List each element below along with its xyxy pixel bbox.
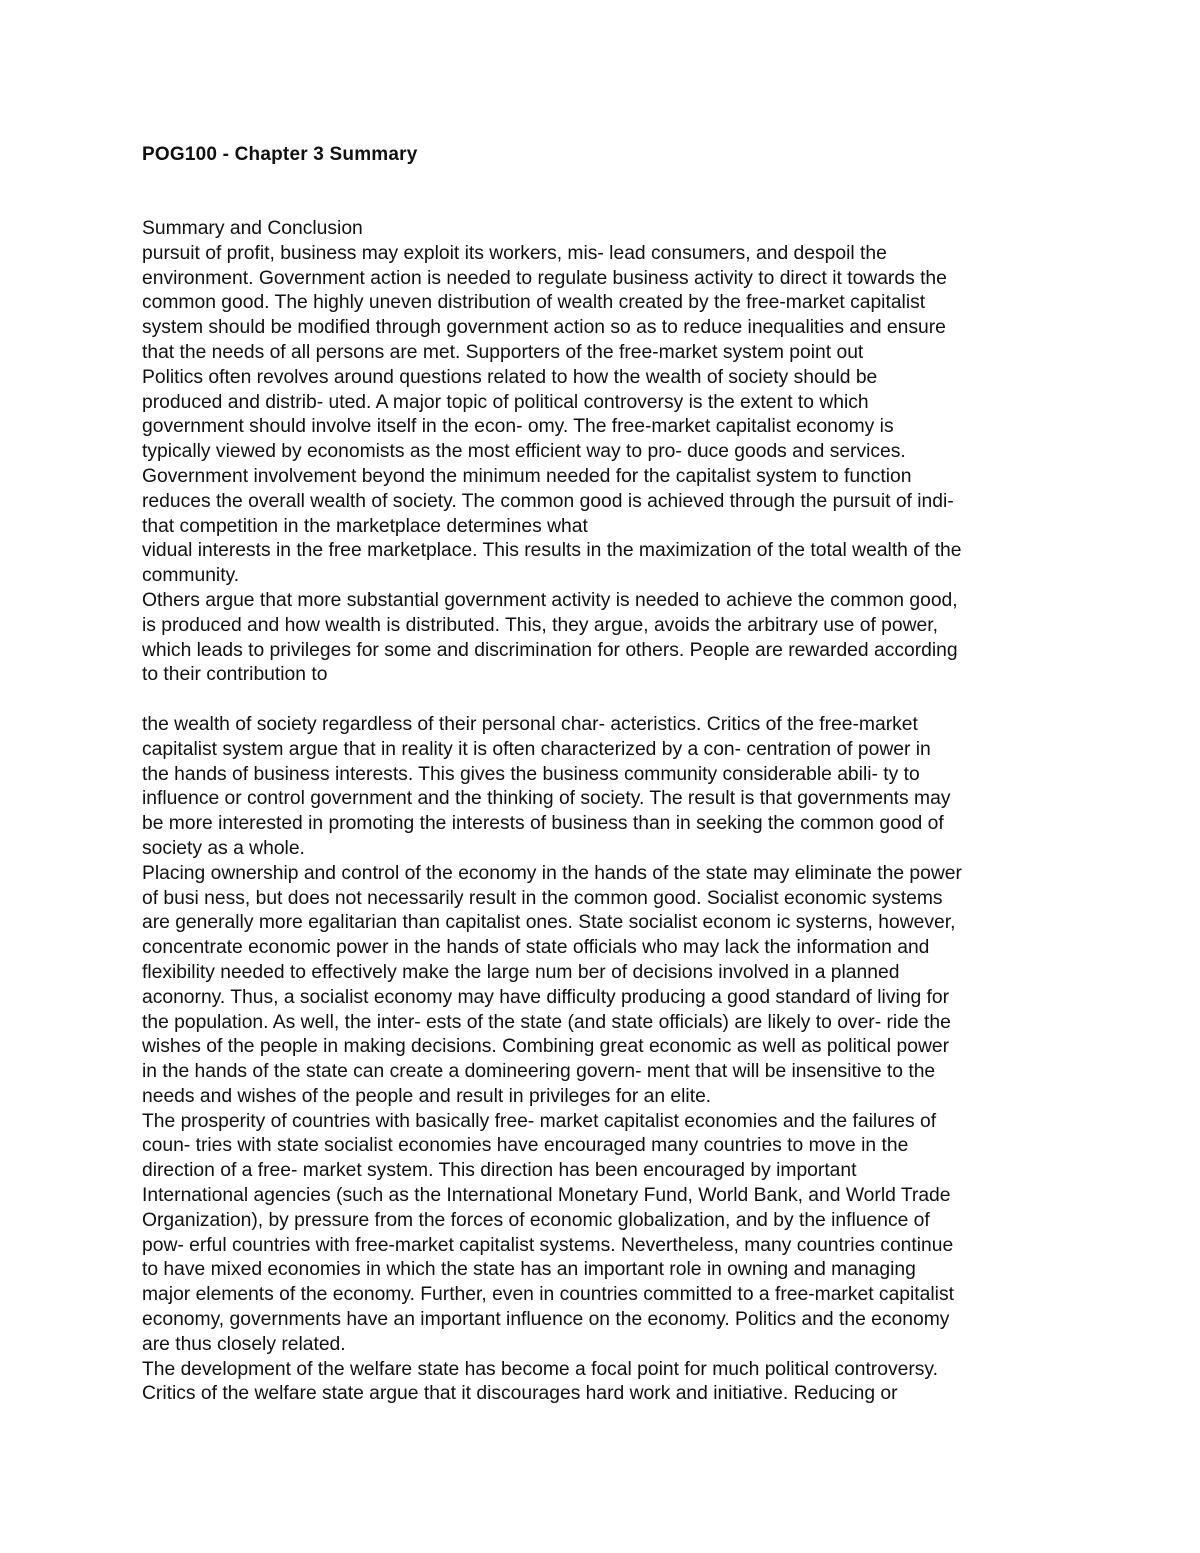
text-block-2: [142, 713, 1072, 1407]
text-line: government should involve itself in the econ- omy. The free-market capitalist economy is: [142, 416, 894, 438]
text-line: The development of the welfare state has become a focal point for much political controversy.: [142, 1358, 938, 1380]
text-line: Others argue that more substantial government activity is needed to achieve the common good,: [142, 589, 958, 611]
text-line: International agencies (such as the International Monetary Fund, World Bank, and World Trade: [142, 1185, 951, 1207]
text-line: in the hands of the state can create a domineering govern- ment that will be insensitive to the: [142, 1061, 936, 1083]
text-line: society as a whole.: [142, 837, 305, 859]
text-line: common good. The highly uneven distribution of wealth created by the free-market capitalist: [142, 292, 926, 314]
text-line: the population. As well, the inter- ests of the state (and state officials) are likely to over- ride the: [142, 1011, 951, 1033]
text-line: pursuit of profit, business may exploit its workers, mis- lead consumers, and despoil the: [142, 242, 887, 264]
document-title: POG100 - Chapter 3 Summary: [142, 144, 418, 165]
text-line: that competition in the marketplace determines what: [142, 515, 588, 537]
text-line: to their contribution to: [142, 664, 328, 686]
text-line: system should be modified through government action so as to reduce inequalities and ensure: [142, 317, 946, 339]
text-line: is produced and how wealth is distributed. This, they argue, avoids the arbitrary use of power,: [142, 614, 938, 636]
text-line: major elements of the economy. Further, even in countries committed to a free-market capitalist: [142, 1284, 954, 1306]
text-line: pow- erful countries with free-market capitalist systems. Nevertheless, many countries continue: [142, 1234, 954, 1256]
text-line: economy, governments have an important influence on the economy. Politics and the economy: [142, 1309, 950, 1331]
text-line: be more interested in promoting the interests of business than in seeking the common good of: [142, 813, 944, 835]
text-line: Politics often revolves around questions related to how the wealth of society should be: [142, 366, 878, 388]
text-line: The prosperity of countries with basically free- market capitalist economies and the failures of: [142, 1110, 937, 1132]
text-line: concentrate economic power in the hands of state officials who may lack the information and: [142, 937, 930, 959]
text-line: are thus closely related.: [142, 1333, 346, 1355]
text-line: of busi ness, but does not necessarily result in the common good. Socialist economic systems: [142, 887, 943, 909]
text-line: to have mixed economies in which the state has an important role in owning and managing: [142, 1259, 916, 1281]
text-line: community.: [142, 565, 240, 587]
text-line: wishes of the people in making decisions. Combining great economic as well as political power: [142, 1036, 950, 1058]
text-line: Placing ownership and control of the economy in the hands of the state may eliminate the power: [142, 862, 962, 884]
text-line: vidual interests in the free marketplace. This results in the maximization of the total wealth of the: [142, 540, 962, 562]
text-line: which leads to privileges for some and discrimination for others. People are rewarded according: [142, 639, 958, 661]
text-line: produced and distrib- uted. A major topic of political controversy is the extent to which: [142, 391, 869, 413]
text-line: capitalist system argue that in reality it is often characterized by a con- centration of power in: [142, 738, 931, 760]
text-block-1: [142, 217, 1072, 688]
text-line: flexibility needed to effectively make the large num ber of decisions involved in a planned: [142, 961, 900, 983]
text-line: are generally more egalitarian than capitalist ones. State socialist econom ic systerns, however,: [142, 912, 956, 934]
text-line: Government involvement beyond the minimum needed for the capitalist system to function: [142, 465, 912, 487]
text-line: reduces the overall wealth of society. The common good is achieved through the pursuit of indi-: [142, 490, 954, 512]
blank-line: [142, 688, 1072, 713]
text-line: that the needs of all persons are met. Supporters of the free-market system point out: [142, 341, 864, 363]
text-line: Organization), by pressure from the forces of economic globalization, and by the influence of: [142, 1209, 930, 1231]
text-line: influence or control government and the thinking of society. The result is that governments may: [142, 788, 951, 810]
text-line: typically viewed by economists as the most efficient way to pro- duce goods and services.: [142, 441, 906, 463]
text-line: Critics of the welfare state argue that it discourages hard work and initiative. Reducing or: [142, 1383, 898, 1405]
text-line: aconorny. Thus, a socialist economy may have difficulty producing a good standard of living for: [142, 986, 950, 1008]
document-body: [142, 217, 1072, 1407]
text-line: needs and wishes of the people and result in privileges for an elite.: [142, 1085, 712, 1107]
text-line: direction of a free- market system. This direction has been encouraged by important: [142, 1160, 857, 1182]
text-line: the wealth of society regardless of their personal char- acteristics. Critics of the free-market: [142, 713, 918, 735]
text-line: Summary and Conclusion: [142, 218, 363, 239]
text-line: the hands of business interests. This gives the business community considerable abili- ty to: [142, 763, 920, 785]
text-line: coun- tries with state socialist economies have encouraged many countries to move in the: [142, 1135, 909, 1157]
text-line: environment. Government action is needed to regulate business activity to direct it towards the: [142, 267, 947, 289]
